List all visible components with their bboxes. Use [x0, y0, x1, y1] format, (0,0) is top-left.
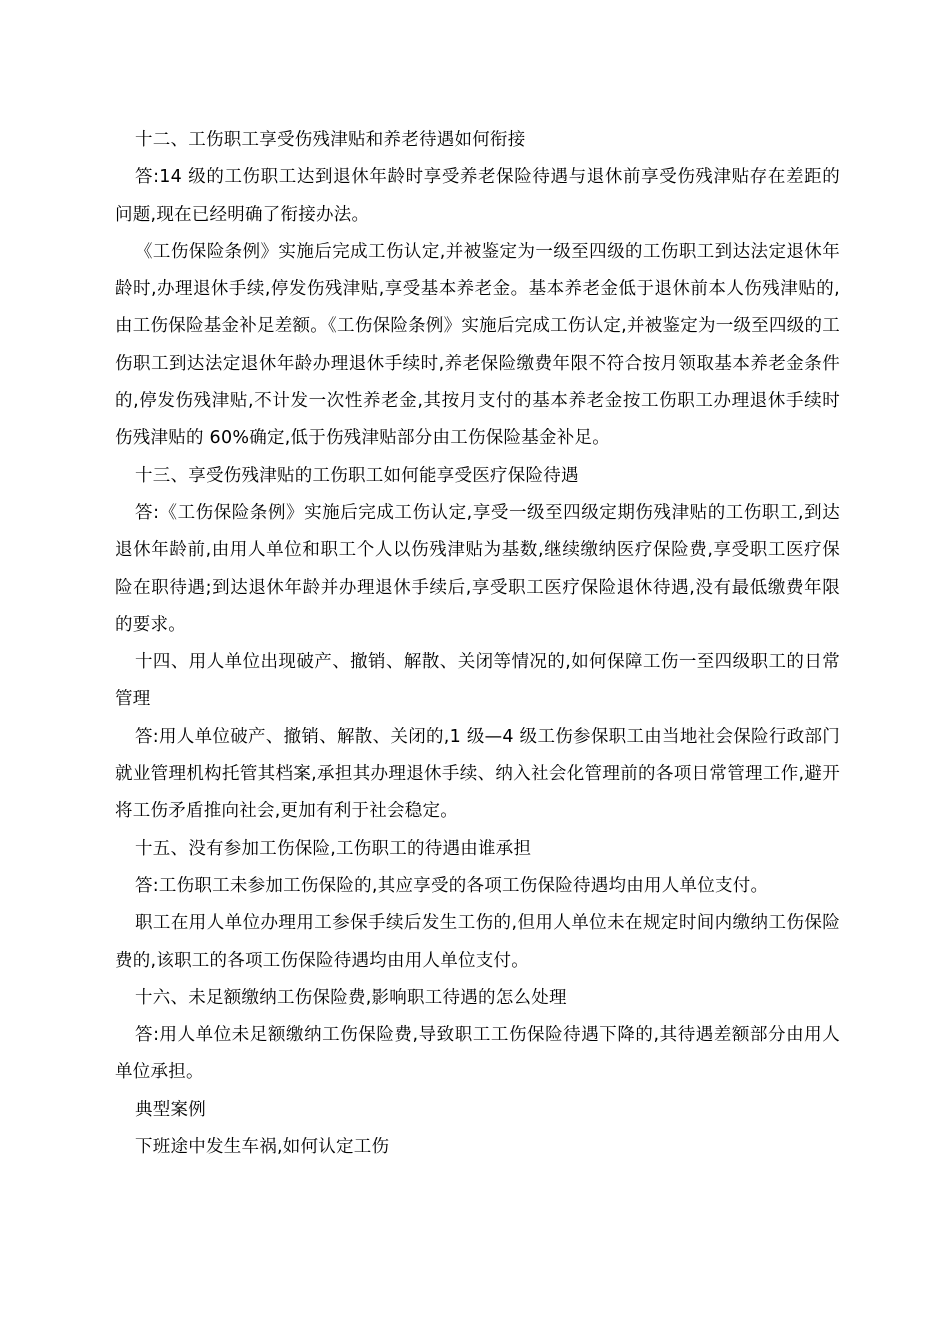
answer-paragraph-13: 答:《工伤保险条例》实施后完成工伤认定,享受一级至四级定期伤残津贴的工伤职工,到达退休年龄前,由用人单位和职工个人以伤残津贴为基数,继续缴纳医疗保险费,享受职工医疗保险在职待遇;到达退休年龄并办理退休手续后,享受职工医疗保险退休待遇,没有最低缴费年限的要求。: [115, 502, 840, 635]
document-body: [115, 122, 840, 1166]
section-heading-12: 十二、工伤职工享受伤残津贴和养老待遇如何衔接: [135, 130, 526, 150]
body-paragraph-12b: 《工伤保险条例》实施后完成工伤认定,并被鉴定为一级至四级的工伤职工到达法定退休年龄时,办理退休手续,停发伤残津贴,享受基本养老金。基本养老金低于退休前本人伤残津贴的,由工伤保险基金补足差额。《工伤保险条例》实施后完成工伤认定,并被鉴定为一级至四级的工伤职工到达法定退休年龄办理退休手续时,养老保险缴费年限不符合按月领取基本养老金条件的,停发伤残津贴,不计发一次性养老金,其按月支付的基本养老金按工伤职工办理退休手续时伤残津贴的 60%确定,低于伤残津贴部分由工伤保险基金补足。: [115, 241, 840, 449]
case-title: 下班途中发生车祸,如何认定工伤: [135, 1137, 390, 1158]
answer-paragraph-16: 答:用人单位未足额缴纳工伤保险费,导致职工工伤保险待遇下降的,其待遇差额部分由用人单位承担。: [115, 1025, 840, 1083]
answer-paragraph-15: 答:工伤职工未参加工伤保险的,其应享受的各项工伤保险待遇均由用人单位支付。: [135, 875, 769, 896]
section-heading-13: 十三、享受伤残津贴的工伤职工如何能享受医疗保险待遇: [135, 465, 579, 486]
section-heading-15: 十五、没有参加工伤保险,工伤职工的待遇由谁承担: [135, 838, 532, 859]
answer-paragraph-12: 答:14 级的工伤职工达到退休年龄时享受养老保险待遇与退休前享受伤残津贴存在差距的问题,现在已经明确了衔接办法。: [115, 167, 840, 225]
body-paragraph-15b: 职工在用人单位办理用工参保手续后发生工伤的,但用人单位未在规定时间内缴纳工伤保险费的,该职工的各项工伤保险待遇均由用人单位支付。: [115, 913, 840, 971]
typical-case-heading: 典型案例: [135, 1099, 206, 1120]
section-heading-16: 十六、未足额缴纳工伤保险费,影响职工待遇的怎么处理: [135, 987, 567, 1008]
answer-paragraph-14: 答:用人单位破产、撤销、解散、关闭的,1 级—4 级工伤参保职工由当地社会保险行政部门就业管理机构托管其档案,承担其办理退休手续、纳入社会化管理前的各项日常管理工作,避开将工伤矛盾推向社会,更加有利于社会稳定。: [115, 726, 840, 822]
section-heading-14: 十四、用人单位出现破产、撤销、解散、关闭等情况的,如何保障工伤一至四级职工的日常管理: [115, 652, 840, 710]
